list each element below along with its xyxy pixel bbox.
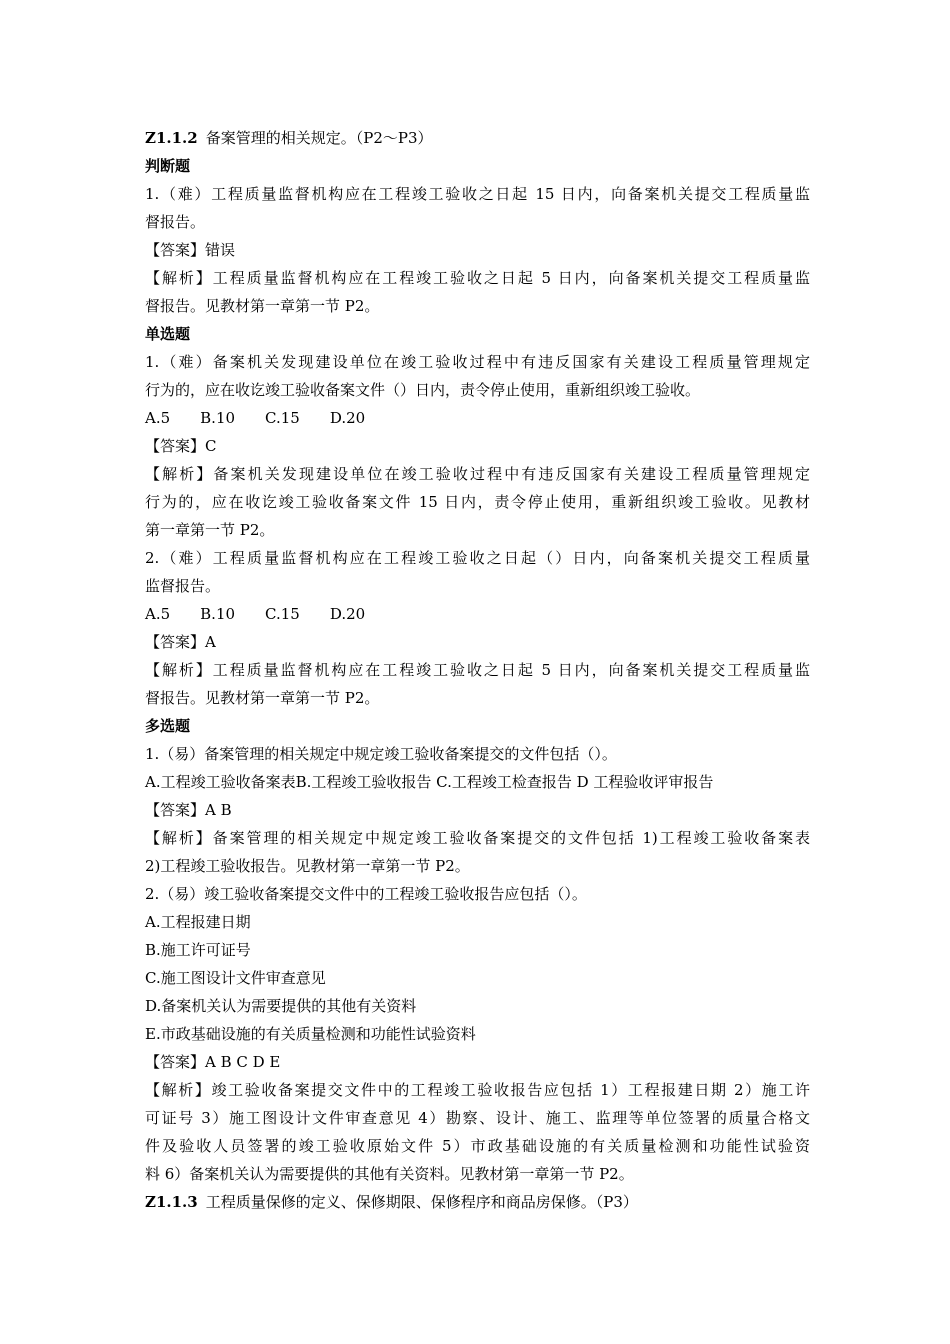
option-b: B.10: [200, 409, 236, 427]
explanation-text: 【解析】备案管理的相关规定中规定竣工验收备案提交的文件包括 1)工程竣工验收备案表: [145, 829, 810, 847]
question-text: 1.（难）备案机关发现建设单位在竣工验收过程中有违反国家有关建设工程质量管理规定: [145, 353, 810, 371]
explanation-text: 件及验收人员签署的竣工验收原始文件 5）市政基础设施的有关质量检测和功能性试验资: [145, 1137, 810, 1155]
option-c: C.施工图设计文件审查意见: [145, 969, 326, 987]
section-title: 工程质量保修的定义、保修期限、保修程序和商品房保修。（P3）: [205, 1193, 638, 1211]
option-a: A.5: [145, 409, 171, 427]
option-e: E.市政基础设施的有关质量检测和功能性试验资料: [145, 1025, 476, 1043]
question-text: 2.（难）工程质量监督机构应在工程竣工验收之日起（）日内，向备案机关提交工程质量: [145, 549, 810, 567]
explanation-text: 行为的，应在收讫竣工验收备案文件 15 日内，责令停止使用，重新组织竣工验收。见教材: [145, 493, 810, 511]
answer-text: 【答案】A: [145, 633, 216, 651]
explanation-text: 可证号 3）施工图设计文件审查意见 4）勘察、设计、施工、监理等单位签署的质量合格文: [145, 1109, 810, 1127]
section-title: 备案管理的相关规定。（P2～P3）: [205, 129, 433, 147]
explanation-text: 2)工程竣工验收报告。见教材第一章第一节 P2。: [145, 857, 470, 875]
judge-heading: 判断题: [145, 157, 191, 175]
explanation-text: 【解析】工程质量监督机构应在工程竣工验收之日起 5 日内，向备案机关提交工程质量监: [145, 269, 810, 287]
options-row: [145, 404, 810, 432]
question-text: 1.（难）工程质量监督机构应在工程竣工验收之日起 15 日内，向备案机关提交工程质量监: [145, 185, 810, 203]
option-a: A.5: [145, 605, 171, 623]
option-b: B.施工许可证号: [145, 941, 251, 959]
option-a: A.工程报建日期: [145, 913, 251, 931]
question-text: 2.（易）竣工验收备案提交文件中的工程竣工验收报告应包括（）。: [145, 885, 587, 903]
answer-text: 【答案】A B C D E: [145, 1053, 281, 1071]
options-row: A.工程竣工验收备案表B.工程竣工验收报告 C.工程竣工检查报告 D 工程验收评审报告: [145, 773, 714, 791]
section-number: Z1.1.2: [145, 129, 198, 147]
explanation-text: 【解析】竣工验收备案提交文件中的工程竣工验收报告应包括 1）工程报建日期 2）施工许: [145, 1081, 810, 1099]
section-number: Z1.1.3: [145, 1193, 198, 1211]
question-text: 监督报告。: [145, 577, 221, 595]
explanation-text: 督报告。见教材第一章第一节 P2。: [145, 689, 380, 707]
question-text: 1.（易）备案管理的相关规定中规定竣工验收备案提交的文件包括（）。: [145, 745, 617, 763]
explanation-text: 【解析】工程质量监督机构应在工程竣工验收之日起 5 日内，向备案机关提交工程质量监: [145, 661, 810, 679]
option-d: D.20: [329, 605, 366, 623]
explanation-text: 第一章第一节 P2。: [145, 521, 275, 539]
question-text: 行为的，应在收讫竣工验收备案文件（）日内，责令停止使用，重新组织竣工验收。: [145, 381, 701, 399]
option-d: D.备案机关认为需要提供的其他有关资料: [145, 997, 417, 1015]
section-heading-z112: [145, 124, 810, 152]
explanation-text: 【解析】备案机关发现建设单位在竣工验收过程中有违反国家有关建设工程质量管理规定: [145, 465, 810, 483]
single-choice-heading: 单选题: [145, 325, 191, 343]
option-b: B.10: [200, 605, 236, 623]
option-c: C.15: [265, 605, 300, 623]
option-c: C.15: [265, 409, 300, 427]
explanation-text: 料 6）备案机关认为需要提供的其他有关资料。见教材第一章第一节 P2。: [145, 1165, 634, 1183]
option-d: D.20: [329, 409, 366, 427]
answer-text: 【答案】A B: [145, 801, 232, 819]
question-text: 督报告。: [145, 213, 206, 231]
answer-text: 【答案】错误: [145, 241, 236, 259]
explanation-text: 督报告。见教材第一章第一节 P2。: [145, 297, 380, 315]
options-row: [145, 600, 810, 628]
document-page: [145, 124, 810, 1216]
answer-text: 【答案】C: [145, 437, 217, 455]
section-heading-z113: [145, 1188, 810, 1216]
multi-choice-heading: 多选题: [145, 717, 191, 735]
